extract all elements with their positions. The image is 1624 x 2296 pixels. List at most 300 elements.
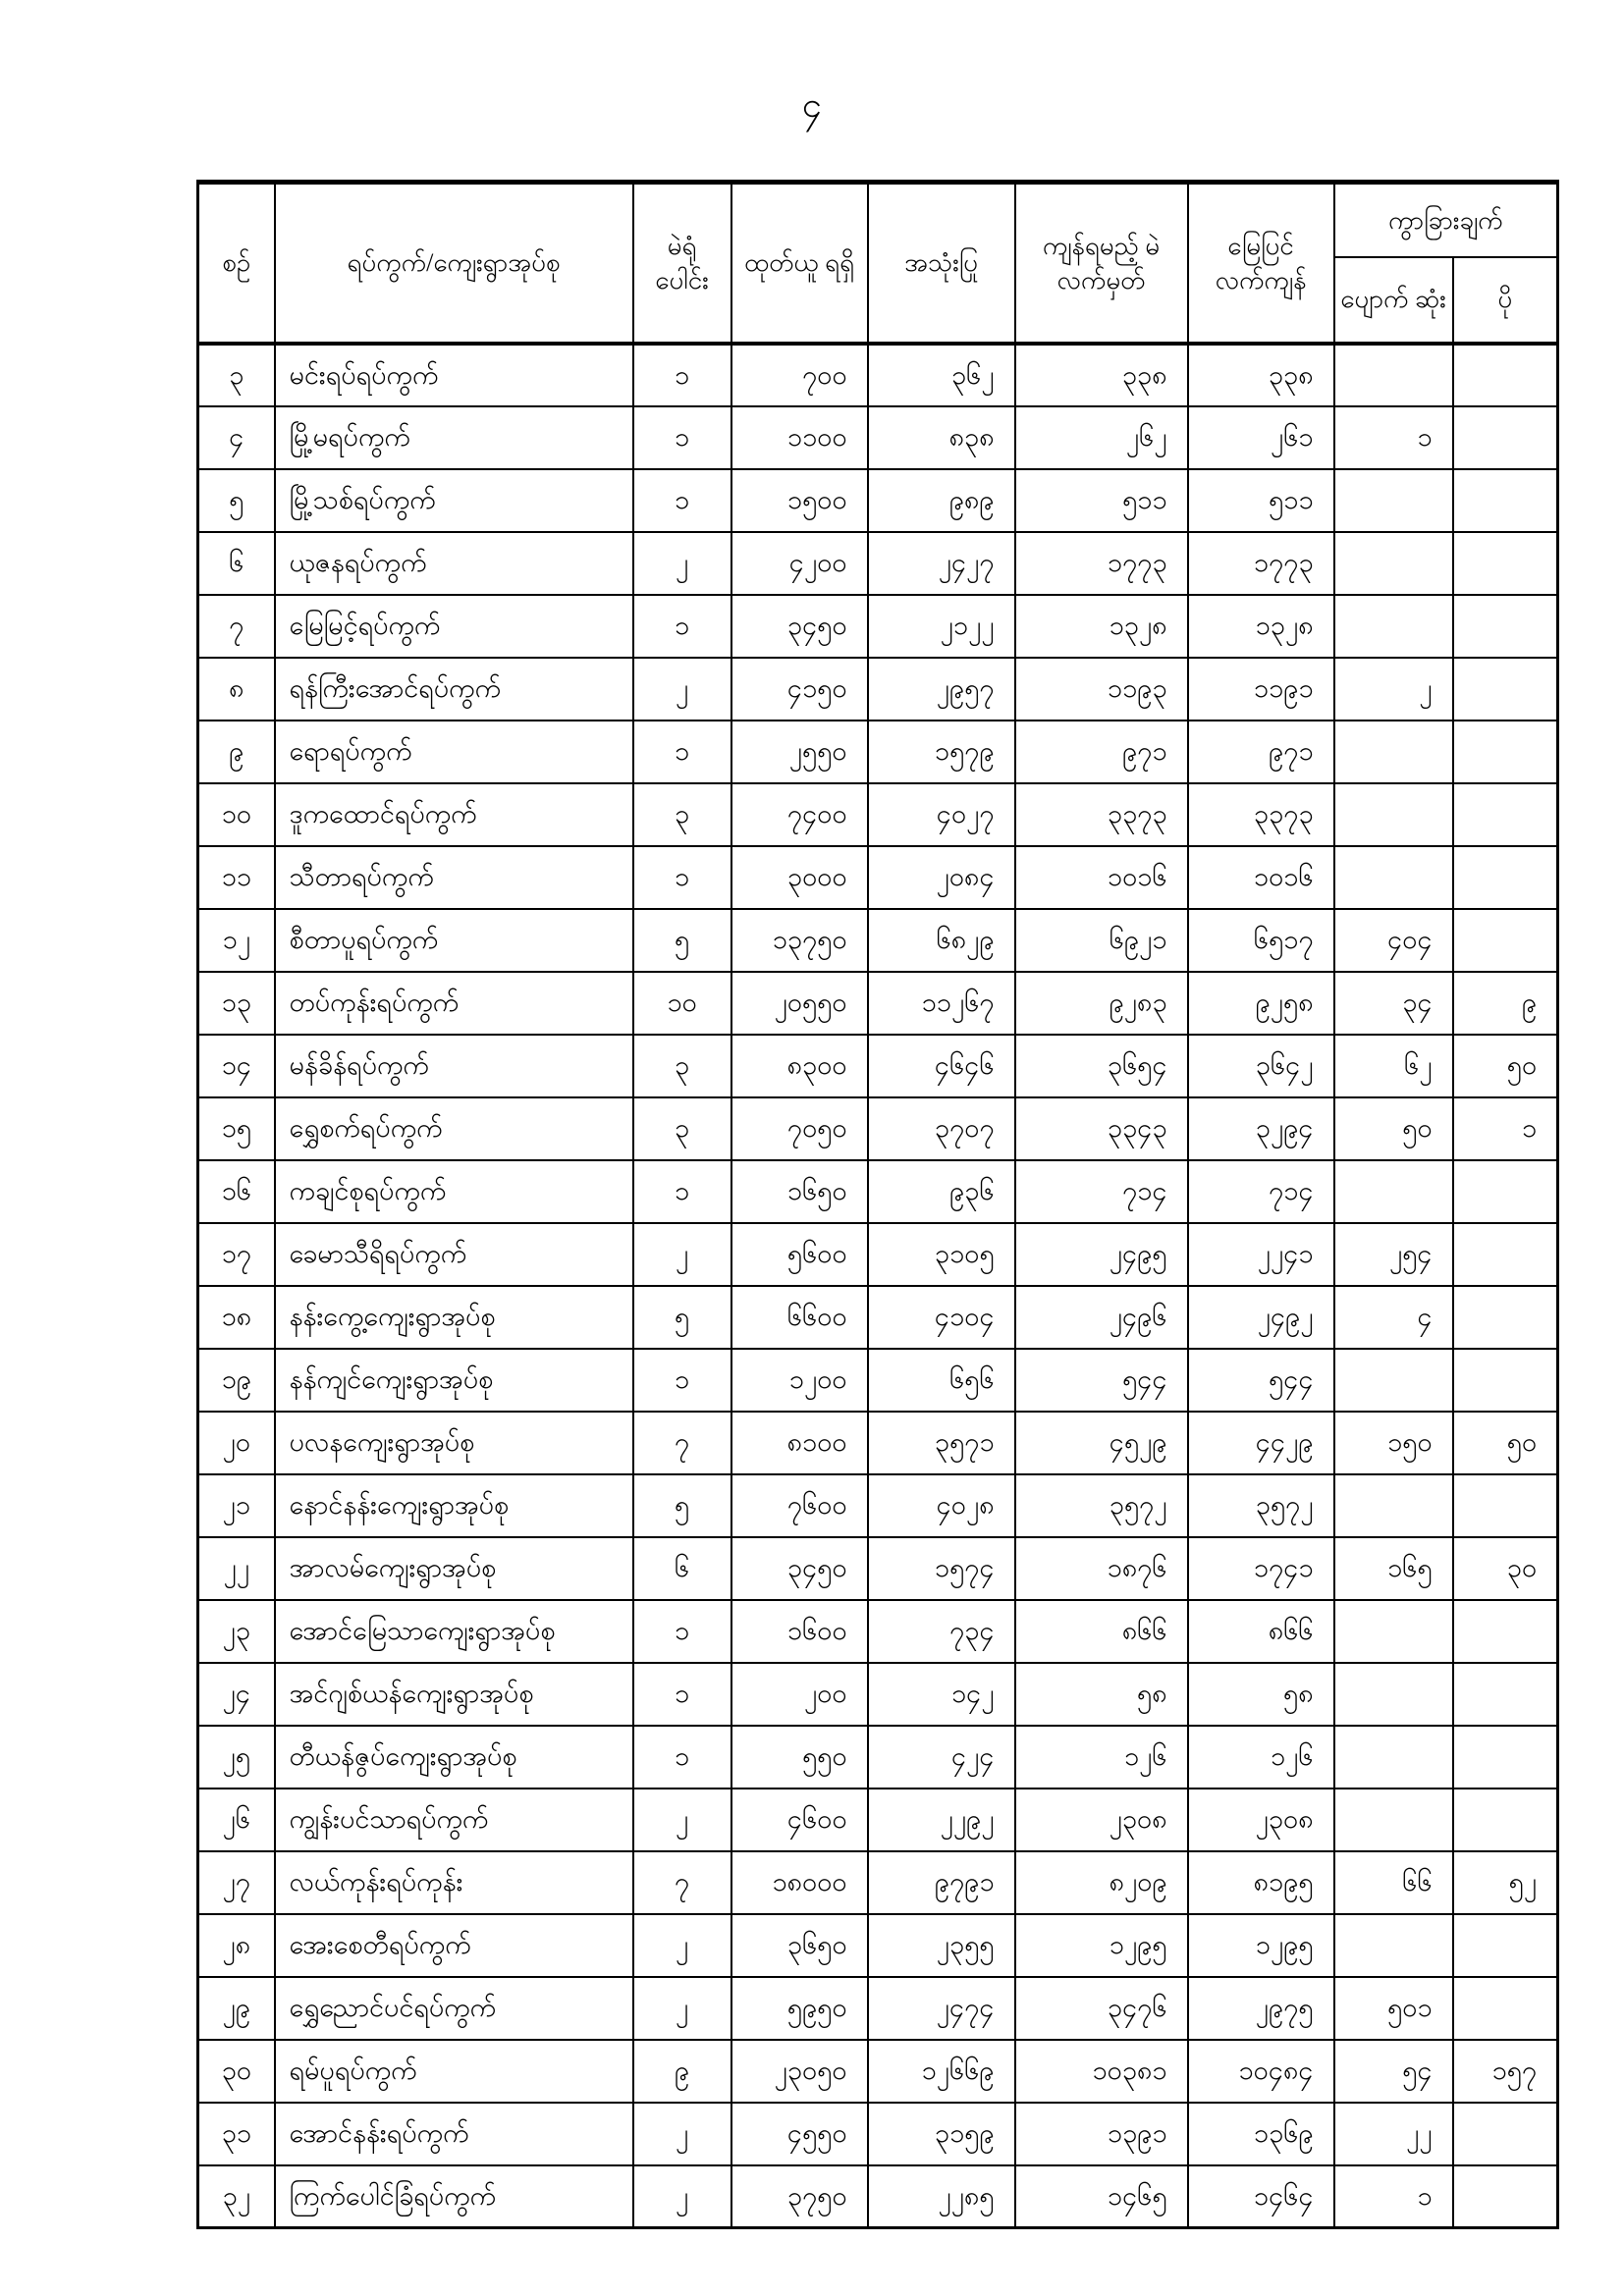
stations-cell: ၇ bbox=[633, 1851, 731, 1914]
stations-cell: ၁ bbox=[633, 1726, 731, 1789]
name-cell: ကျွန်းပင်သာရပ်ကွက် bbox=[275, 1789, 633, 1851]
extra-cell: ၅၀ bbox=[1453, 1412, 1558, 1474]
stations-cell: ၁ bbox=[633, 846, 731, 909]
lost-cell bbox=[1334, 1914, 1453, 1977]
ground-cell: ၂၄၉၂ bbox=[1188, 1286, 1334, 1349]
name-cell: မြေမြင့်ရပ်ကွက် bbox=[275, 595, 633, 658]
lost-cell bbox=[1334, 532, 1453, 595]
received-cell: ၁၆၀၀ bbox=[731, 1600, 868, 1663]
used-cell: ၉၈၉ bbox=[868, 469, 1015, 532]
table-row bbox=[198, 1286, 1558, 1349]
extra-cell bbox=[1453, 783, 1558, 846]
table-row bbox=[198, 406, 1558, 469]
received-cell: ၆၆၀၀ bbox=[731, 1286, 868, 1349]
lost-cell: ၁၆၅ bbox=[1334, 1537, 1453, 1600]
page-number: ၄ bbox=[801, 85, 823, 125]
stations-cell: ၃ bbox=[633, 1035, 731, 1097]
used-cell: ၂၀၈၄ bbox=[868, 846, 1015, 909]
stations-cell: ၂ bbox=[633, 658, 731, 721]
ground-cell: ၂၃၀၈ bbox=[1188, 1789, 1334, 1851]
table-body bbox=[198, 344, 1558, 2228]
extra-cell bbox=[1453, 469, 1558, 532]
received-cell: ၁၂၀၀ bbox=[731, 1349, 868, 1412]
lost-cell bbox=[1334, 344, 1453, 406]
serial-cell: ၂၅ bbox=[198, 1726, 275, 1789]
lost-cell bbox=[1334, 721, 1453, 783]
remaining-cell: ၃၆၅၄ bbox=[1015, 1035, 1188, 1097]
lost-cell bbox=[1334, 1600, 1453, 1663]
name-cell: အေးစေတီရပ်ကွက် bbox=[275, 1914, 633, 1977]
received-cell: ၂၃၀၅၀ bbox=[731, 2040, 868, 2103]
ground-cell: ၁၄၆၄ bbox=[1188, 2165, 1334, 2228]
lost-cell: ၁၅၀ bbox=[1334, 1412, 1453, 1474]
serial-cell: ၁၂ bbox=[198, 909, 275, 972]
used-cell: ၁၅၇၉ bbox=[868, 721, 1015, 783]
ground-cell: ၁၇၇၃ bbox=[1188, 532, 1334, 595]
received-cell: ၄၁၅၀ bbox=[731, 658, 868, 721]
serial-cell: ၃၀ bbox=[198, 2040, 275, 2103]
used-cell: ၃၆၂ bbox=[868, 344, 1015, 406]
ground-cell: ၇၁၄ bbox=[1188, 1160, 1334, 1223]
ground-cell: ၃၆၄၂ bbox=[1188, 1035, 1334, 1097]
remaining-cell: ၁၂၆ bbox=[1015, 1726, 1188, 1789]
name-cell: အောင်နန်းရပ်ကွက် bbox=[275, 2103, 633, 2165]
serial-cell: ၂၀ bbox=[198, 1412, 275, 1474]
ground-cell: ၈၁၉၅ bbox=[1188, 1851, 1334, 1914]
ground-cell: ၈၆၆ bbox=[1188, 1600, 1334, 1663]
header-used: အသုံးပြု bbox=[868, 183, 1015, 344]
serial-cell: ၂၆ bbox=[198, 1789, 275, 1851]
name-cell: အာလမ်ကျေးရွာအုပ်စု bbox=[275, 1537, 633, 1600]
used-cell: ၄၀၂၈ bbox=[868, 1474, 1015, 1537]
stations-cell: ၂ bbox=[633, 532, 731, 595]
remaining-cell: ၁၀၁၆ bbox=[1015, 846, 1188, 909]
stations-cell: ၂ bbox=[633, 2103, 731, 2165]
extra-cell: ၁ bbox=[1453, 1097, 1558, 1160]
name-cell: နောင်နန်းကျေးရွာအုပ်စု bbox=[275, 1474, 633, 1537]
name-cell: မြို့သစ်ရပ်ကွက် bbox=[275, 469, 633, 532]
stations-cell: ၅ bbox=[633, 1474, 731, 1537]
remaining-cell: ၃၄၇၆ bbox=[1015, 1977, 1188, 2040]
ground-cell: ၁၂၉၅ bbox=[1188, 1914, 1334, 1977]
table-row bbox=[198, 1097, 1558, 1160]
extra-cell bbox=[1453, 2165, 1558, 2228]
received-cell: ၃၇၅၀ bbox=[731, 2165, 868, 2228]
table-row bbox=[198, 2165, 1558, 2228]
received-cell: ၈၁၀၀ bbox=[731, 1412, 868, 1474]
serial-cell: ၁၄ bbox=[198, 1035, 275, 1097]
table-row bbox=[198, 595, 1558, 658]
stations-cell: ၁ bbox=[633, 344, 731, 406]
serial-cell: ၁၉ bbox=[198, 1349, 275, 1412]
serial-cell: ၂၃ bbox=[198, 1600, 275, 1663]
table-row bbox=[198, 1349, 1558, 1412]
ballot-summary-table bbox=[196, 180, 1559, 2229]
lost-cell: ၄ bbox=[1334, 1286, 1453, 1349]
serial-cell: ၂၇ bbox=[198, 1851, 275, 1914]
table-row bbox=[198, 1914, 1558, 1977]
received-cell: ၅၆၀၀ bbox=[731, 1223, 868, 1286]
name-cell: ရန်ကြီးအောင်ရပ်ကွက် bbox=[275, 658, 633, 721]
remaining-cell: ၃၃၄၃ bbox=[1015, 1097, 1188, 1160]
used-cell: ၂၉၅၇ bbox=[868, 658, 1015, 721]
header-lost: ပျောက် ဆုံး bbox=[1334, 257, 1453, 344]
serial-cell: ၃၂ bbox=[198, 2165, 275, 2228]
ground-cell: ၁၀၄၈၄ bbox=[1188, 2040, 1334, 2103]
received-cell: ၁၆၅၀ bbox=[731, 1160, 868, 1223]
used-cell: ၄၂၄ bbox=[868, 1726, 1015, 1789]
stations-cell: ၅ bbox=[633, 909, 731, 972]
table-row bbox=[198, 1726, 1558, 1789]
extra-cell bbox=[1453, 846, 1558, 909]
lost-cell: ၅၄ bbox=[1334, 2040, 1453, 2103]
extra-cell bbox=[1453, 658, 1558, 721]
serial-cell: ၁၀ bbox=[198, 783, 275, 846]
stations-cell: ၁ bbox=[633, 406, 731, 469]
table-row bbox=[198, 658, 1558, 721]
used-cell: ၉၃၆ bbox=[868, 1160, 1015, 1223]
received-cell: ၇၀၀ bbox=[731, 344, 868, 406]
lost-cell bbox=[1334, 469, 1453, 532]
extra-cell bbox=[1453, 1160, 1558, 1223]
table-row bbox=[198, 1412, 1558, 1474]
table-row bbox=[198, 469, 1558, 532]
lost-cell: ၅၀၁ bbox=[1334, 1977, 1453, 2040]
received-cell: ၁၃၇၅၀ bbox=[731, 909, 868, 972]
remaining-cell: ၁၀၃၈၁ bbox=[1015, 2040, 1188, 2103]
table-row bbox=[198, 1663, 1558, 1726]
ground-cell: ၃၂၉၄ bbox=[1188, 1097, 1334, 1160]
name-cell: ရွှေစက်ရပ်ကွက် bbox=[275, 1097, 633, 1160]
serial-cell: ၁၆ bbox=[198, 1160, 275, 1223]
used-cell: ၉၇၉၁ bbox=[868, 1851, 1015, 1914]
stations-cell: ၂ bbox=[633, 1223, 731, 1286]
lost-cell bbox=[1334, 1160, 1453, 1223]
name-cell: အောင်မြေသာကျေးရွာအုပ်စု bbox=[275, 1600, 633, 1663]
remaining-cell: ၈၂၀၉ bbox=[1015, 1851, 1188, 1914]
table-row bbox=[198, 1474, 1558, 1537]
remaining-cell: ၂၄၉၅ bbox=[1015, 1223, 1188, 1286]
stations-cell: ၁ bbox=[633, 595, 731, 658]
ground-cell: ၉၂၅၈ bbox=[1188, 972, 1334, 1035]
lost-cell: ၁ bbox=[1334, 2165, 1453, 2228]
used-cell: ၂၄၇၄ bbox=[868, 1977, 1015, 2040]
header-difference-group: ကွာခြားချက် bbox=[1334, 183, 1558, 257]
stations-cell: ၇ bbox=[633, 1412, 731, 1474]
name-cell: ခေမာသီရိရပ်ကွက် bbox=[275, 1223, 633, 1286]
received-cell: ၇၄၀၀ bbox=[731, 783, 868, 846]
received-cell: ၃၄၅၀ bbox=[731, 1537, 868, 1600]
received-cell: ၂၀၀ bbox=[731, 1663, 868, 1726]
ground-cell: ၃၃၇၃ bbox=[1188, 783, 1334, 846]
remaining-cell: ၂၆၂ bbox=[1015, 406, 1188, 469]
name-cell: မန်ခိန်ရပ်ကွက် bbox=[275, 1035, 633, 1097]
extra-cell bbox=[1453, 595, 1558, 658]
ground-cell: ၂၆၁ bbox=[1188, 406, 1334, 469]
header-expected-remaining: ကျန်ရမည့် မဲလက်မှတ် bbox=[1015, 183, 1188, 344]
name-cell: ရမ်ပူရပ်ကွက် bbox=[275, 2040, 633, 2103]
serial-cell: ၁၃ bbox=[198, 972, 275, 1035]
extra-cell bbox=[1453, 406, 1558, 469]
serial-cell: ၅ bbox=[198, 469, 275, 532]
header-ward-name: ရပ်ကွက်/ကျေးရွာအုပ်စု bbox=[275, 183, 633, 344]
used-cell: ၃၁၅၉ bbox=[868, 2103, 1015, 2165]
ground-cell: ၃၃၈ bbox=[1188, 344, 1334, 406]
used-cell: ၈၃၈ bbox=[868, 406, 1015, 469]
used-cell: ၃၁၀၅ bbox=[868, 1223, 1015, 1286]
received-cell: ၅၅၀ bbox=[731, 1726, 868, 1789]
ground-cell: ၃၅၇၂ bbox=[1188, 1474, 1334, 1537]
remaining-cell: ၉၇၁ bbox=[1015, 721, 1188, 783]
received-cell: ၃၀၀၀ bbox=[731, 846, 868, 909]
received-cell: ၁၁၀၀ bbox=[731, 406, 868, 469]
serial-cell: ၁၅ bbox=[198, 1097, 275, 1160]
header-polling-stations: မဲရုံ ပေါင်း bbox=[633, 183, 731, 344]
extra-cell bbox=[1453, 1977, 1558, 2040]
received-cell: ၁၅၀၀ bbox=[731, 469, 868, 532]
remaining-cell: ၆၉၂၁ bbox=[1015, 909, 1188, 972]
lost-cell bbox=[1334, 1663, 1453, 1726]
serial-cell: ၂၉ bbox=[198, 1977, 275, 2040]
name-cell: နန်းကွေ့ကျေးရွာအုပ်စု bbox=[275, 1286, 633, 1349]
received-cell: ၇၆၀၀ bbox=[731, 1474, 868, 1537]
serial-cell: ၆ bbox=[198, 532, 275, 595]
ground-cell: ၁၁၉၁ bbox=[1188, 658, 1334, 721]
remaining-cell: ၄၅၂၉ bbox=[1015, 1412, 1188, 1474]
header-ground-remaining: မြေပြင် လက်ကျန် bbox=[1188, 183, 1334, 344]
name-cell: ကြက်ပေါင်ခြံရပ်ကွက် bbox=[275, 2165, 633, 2228]
serial-cell: ၇ bbox=[198, 595, 275, 658]
table-row bbox=[198, 909, 1558, 972]
header-serial: စဉ် bbox=[198, 183, 275, 344]
name-cell: လယ်ကုန်းရပ်ကုန်း bbox=[275, 1851, 633, 1914]
stations-cell: ၁ bbox=[633, 1663, 731, 1726]
name-cell: စီတာပူရပ်ကွက် bbox=[275, 909, 633, 972]
remaining-cell: ၈၆၆ bbox=[1015, 1600, 1188, 1663]
remaining-cell: ၅၁၁ bbox=[1015, 469, 1188, 532]
serial-cell: ၃ bbox=[198, 344, 275, 406]
ground-cell: ၁၃၂၈ bbox=[1188, 595, 1334, 658]
name-cell: မင်းရပ်ရပ်ကွက် bbox=[275, 344, 633, 406]
remaining-cell: ၂၄၉၆ bbox=[1015, 1286, 1188, 1349]
used-cell: ၇၃၄ bbox=[868, 1600, 1015, 1663]
stations-cell: ၁ bbox=[633, 1160, 731, 1223]
ground-cell: ၆၅၁၇ bbox=[1188, 909, 1334, 972]
extra-cell bbox=[1453, 1726, 1558, 1789]
table-header bbox=[198, 183, 1558, 344]
used-cell: ၄၁၀၄ bbox=[868, 1286, 1015, 1349]
lost-cell: ၂၂ bbox=[1334, 2103, 1453, 2165]
ground-cell: ၁၂၆ bbox=[1188, 1726, 1334, 1789]
remaining-cell: ၃၃၈ bbox=[1015, 344, 1188, 406]
table-row bbox=[198, 2103, 1558, 2165]
ground-cell: ၁၀၁၆ bbox=[1188, 846, 1334, 909]
stations-cell: ၆ bbox=[633, 1537, 731, 1600]
serial-cell: ၉ bbox=[198, 721, 275, 783]
received-cell: ၂၅၅၀ bbox=[731, 721, 868, 783]
table-row bbox=[198, 972, 1558, 1035]
lost-cell: ၁ bbox=[1334, 406, 1453, 469]
remaining-cell: ၉၂၈၃ bbox=[1015, 972, 1188, 1035]
remaining-cell: ၂၃၀၈ bbox=[1015, 1789, 1188, 1851]
ground-cell: ၄၄၂၉ bbox=[1188, 1412, 1334, 1474]
used-cell: ၂၄၂၇ bbox=[868, 532, 1015, 595]
lost-cell: ၂ bbox=[1334, 658, 1453, 721]
table-row bbox=[198, 783, 1558, 846]
stations-cell: ၂ bbox=[633, 1914, 731, 1977]
received-cell: ၄၂၀၀ bbox=[731, 532, 868, 595]
extra-cell: ၅၀ bbox=[1453, 1035, 1558, 1097]
serial-cell: ၁၈ bbox=[198, 1286, 275, 1349]
remaining-cell: ၁၁၉၃ bbox=[1015, 658, 1188, 721]
table-row bbox=[198, 1977, 1558, 2040]
received-cell: ၃၄၅၀ bbox=[731, 595, 868, 658]
stations-cell: ၁၀ bbox=[633, 972, 731, 1035]
used-cell: ၂၁၂၂ bbox=[868, 595, 1015, 658]
extra-cell: ၁၅၇ bbox=[1453, 2040, 1558, 2103]
lost-cell: ၆၆ bbox=[1334, 1851, 1453, 1914]
used-cell: ၂၂၉၂ bbox=[868, 1789, 1015, 1851]
header-extra: ပို bbox=[1453, 257, 1558, 344]
received-cell: ၅၉၅၀ bbox=[731, 1977, 868, 2040]
used-cell: ၄၆၄၆ bbox=[868, 1035, 1015, 1097]
stations-cell: ၁ bbox=[633, 1600, 731, 1663]
serial-cell: ၂၂ bbox=[198, 1537, 275, 1600]
remaining-cell: ၁၂၉၅ bbox=[1015, 1914, 1188, 1977]
extra-cell bbox=[1453, 532, 1558, 595]
remaining-cell: ၅၄၄ bbox=[1015, 1349, 1188, 1412]
used-cell: ၁၄၂ bbox=[868, 1663, 1015, 1726]
received-cell: ၁၈၀၀၀ bbox=[731, 1851, 868, 1914]
ground-cell: ၉၇၁ bbox=[1188, 721, 1334, 783]
table-row bbox=[198, 1600, 1558, 1663]
serial-cell: ၂၄ bbox=[198, 1663, 275, 1726]
name-cell: တပ်ကုန်းရပ်ကွက် bbox=[275, 972, 633, 1035]
remaining-cell: ၁၄၆၅ bbox=[1015, 2165, 1188, 2228]
lost-cell: ၂၅၄ bbox=[1334, 1223, 1453, 1286]
table-row bbox=[198, 344, 1558, 406]
serial-cell: ၂၈ bbox=[198, 1914, 275, 1977]
name-cell: ပလနကျေးရွာအုပ်စု bbox=[275, 1412, 633, 1474]
name-cell: သီတာရပ်ကွက် bbox=[275, 846, 633, 909]
extra-cell bbox=[1453, 1600, 1558, 1663]
used-cell: ၄၀၂၇ bbox=[868, 783, 1015, 846]
remaining-cell: ၃၅၇၂ bbox=[1015, 1474, 1188, 1537]
extra-cell bbox=[1453, 721, 1558, 783]
lost-cell: ၅၀ bbox=[1334, 1097, 1453, 1160]
name-cell: ယုဇနရပ်ကွက် bbox=[275, 532, 633, 595]
ground-cell: ၅၄၄ bbox=[1188, 1349, 1334, 1412]
stations-cell: ၁ bbox=[633, 469, 731, 532]
lost-cell bbox=[1334, 783, 1453, 846]
used-cell: ၁၁၂၆၇ bbox=[868, 972, 1015, 1035]
lost-cell bbox=[1334, 595, 1453, 658]
lost-cell: ၆၂ bbox=[1334, 1035, 1453, 1097]
ground-cell: ၂၂၄၁ bbox=[1188, 1223, 1334, 1286]
serial-cell: ၄ bbox=[198, 406, 275, 469]
serial-cell: ၁၇ bbox=[198, 1223, 275, 1286]
remaining-cell: ၅၈ bbox=[1015, 1663, 1188, 1726]
lost-cell bbox=[1334, 1726, 1453, 1789]
name-cell: မြို့မရပ်ကွက် bbox=[275, 406, 633, 469]
name-cell: နန်ကျင်ကျေးရွာအုပ်စု bbox=[275, 1349, 633, 1412]
remaining-cell: ၁၃၉၁ bbox=[1015, 2103, 1188, 2165]
remaining-cell: ၃၃၇၃ bbox=[1015, 783, 1188, 846]
ground-cell: ၁၃၆၉ bbox=[1188, 2103, 1334, 2165]
extra-cell: ၃၀ bbox=[1453, 1537, 1558, 1600]
used-cell: ၁၅၇၄ bbox=[868, 1537, 1015, 1600]
serial-cell: ၂၁ bbox=[198, 1474, 275, 1537]
table-row bbox=[198, 1035, 1558, 1097]
received-cell: ၂၀၅၅၀ bbox=[731, 972, 868, 1035]
table-row bbox=[198, 532, 1558, 595]
table-row bbox=[198, 1537, 1558, 1600]
remaining-cell: ၁၃၂၈ bbox=[1015, 595, 1188, 658]
received-cell: ၇၀၅၀ bbox=[731, 1097, 868, 1160]
table-row bbox=[198, 846, 1558, 909]
ground-cell: ၁၇၄၁ bbox=[1188, 1537, 1334, 1600]
used-cell: ၂၂၈၅ bbox=[868, 2165, 1015, 2228]
ground-cell: ၅၁၁ bbox=[1188, 469, 1334, 532]
stations-cell: ၂ bbox=[633, 1977, 731, 2040]
lost-cell: ၃၄ bbox=[1334, 972, 1453, 1035]
extra-cell bbox=[1453, 1474, 1558, 1537]
stations-cell: ၃ bbox=[633, 1097, 731, 1160]
received-cell: ၄၅၅၀ bbox=[731, 2103, 868, 2165]
remaining-cell: ၁၇၇၃ bbox=[1015, 532, 1188, 595]
lost-cell bbox=[1334, 1349, 1453, 1412]
table-row bbox=[198, 1223, 1558, 1286]
extra-cell bbox=[1453, 1286, 1558, 1349]
stations-cell: ၅ bbox=[633, 1286, 731, 1349]
extra-cell bbox=[1453, 344, 1558, 406]
extra-cell bbox=[1453, 1349, 1558, 1412]
name-cell: တီယန်ဇွပ်ကျေးရွာအုပ်စု bbox=[275, 1726, 633, 1789]
lost-cell bbox=[1334, 1474, 1453, 1537]
extra-cell bbox=[1453, 1663, 1558, 1726]
extra-cell bbox=[1453, 909, 1558, 972]
name-cell: အင်ဂျစ်ယန်ကျေးရွာအုပ်စု bbox=[275, 1663, 633, 1726]
table-row bbox=[198, 721, 1558, 783]
table-row bbox=[198, 1789, 1558, 1851]
stations-cell: ၁ bbox=[633, 721, 731, 783]
stations-cell: ၁ bbox=[633, 1349, 731, 1412]
received-cell: ၄၆၀၀ bbox=[731, 1789, 868, 1851]
used-cell: ၃၇၀၇ bbox=[868, 1097, 1015, 1160]
header-received: ထုတ်ယူ ရရှိ bbox=[731, 183, 868, 344]
table-row bbox=[198, 1851, 1558, 1914]
used-cell: ၃၅၇၁ bbox=[868, 1412, 1015, 1474]
serial-cell: ၈ bbox=[198, 658, 275, 721]
lost-cell bbox=[1334, 846, 1453, 909]
extra-cell bbox=[1453, 2103, 1558, 2165]
used-cell: ၆၅၆ bbox=[868, 1349, 1015, 1412]
ground-cell: ၅၈ bbox=[1188, 1663, 1334, 1726]
received-cell: ၃၆၅၀ bbox=[731, 1914, 868, 1977]
lost-cell bbox=[1334, 1789, 1453, 1851]
remaining-cell: ၇၁၄ bbox=[1015, 1160, 1188, 1223]
stations-cell: ၂ bbox=[633, 2165, 731, 2228]
received-cell: ၈၃၀၀ bbox=[731, 1035, 868, 1097]
used-cell: ၂၃၅၅ bbox=[868, 1914, 1015, 1977]
extra-cell: ၅၂ bbox=[1453, 1851, 1558, 1914]
lost-cell: ၄၀၄ bbox=[1334, 909, 1453, 972]
remaining-cell: ၁၈၇၆ bbox=[1015, 1537, 1188, 1600]
name-cell: ဒူကထောင်ရပ်ကွက် bbox=[275, 783, 633, 846]
used-cell: ၆၈၂၉ bbox=[868, 909, 1015, 972]
extra-cell bbox=[1453, 1789, 1558, 1851]
name-cell: ရွှေညောင်ပင်ရပ်ကွက် bbox=[275, 1977, 633, 2040]
